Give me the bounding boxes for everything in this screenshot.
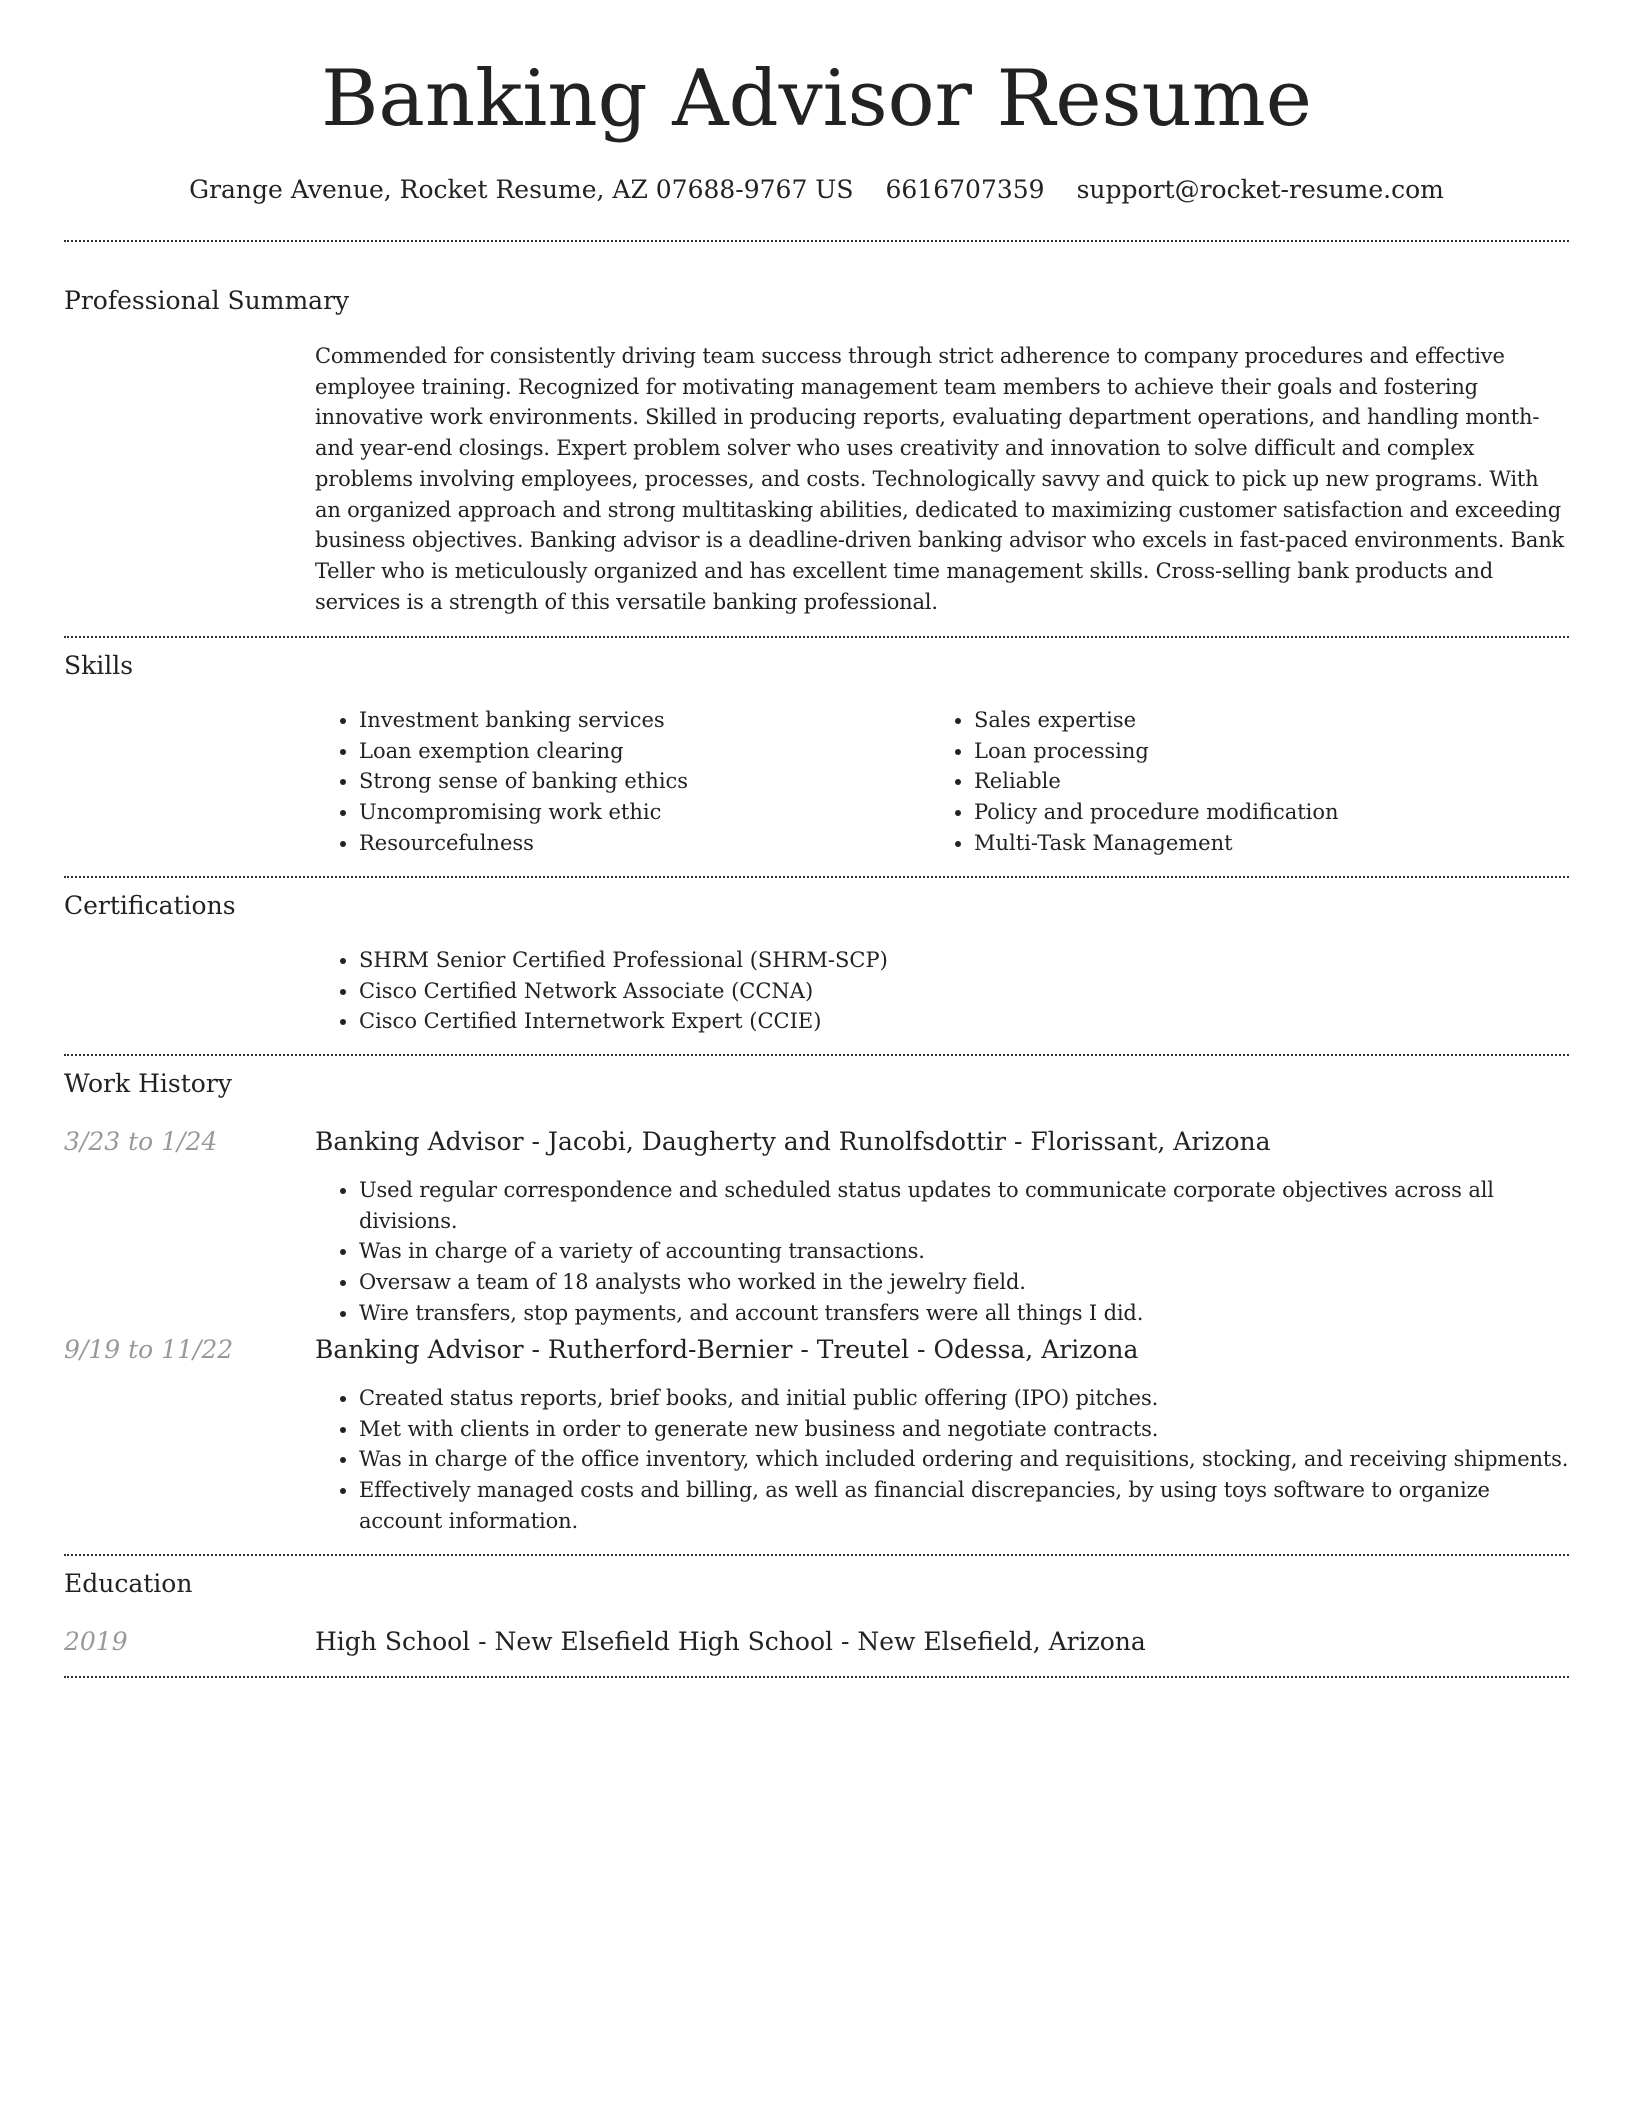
job-title: Banking Advisor - Jacobi, Daugherty and Runolfsdottir - Florissant, Arizona xyxy=(315,1127,1271,1156)
job-duty-item: • Used regular correspondence and scheduled status updates to communicate corporate objectives across all divisions. xyxy=(359,1175,1569,1236)
job-duty-item: • Wire transfers, stop payments, and account transfers were all things I did. xyxy=(359,1298,1569,1329)
job-title: Banking Advisor - Rutherford-Bernier - Treutel - Odessa, Arizona xyxy=(315,1335,1139,1364)
skills-heading: Skills xyxy=(64,651,134,680)
skill-item: • Reliable xyxy=(974,766,1545,797)
resume-title: Banking Advisor Resume xyxy=(321,54,1312,144)
certifications-heading: Certifications xyxy=(64,891,236,920)
job-dates: 3/23 to 1/24 xyxy=(64,1127,218,1156)
job-duty-item: • Met with clients in order to generate new business and negotiate contracts. xyxy=(359,1414,1569,1445)
skill-item: • Investment banking services xyxy=(359,705,930,736)
skill-item: • Multi-Task Management xyxy=(974,828,1545,859)
job-duty-item: • Was in charge of the office inventory, which included ordering and requisitions, stocking, and receiving shipments. xyxy=(359,1444,1569,1475)
contact-email: support@rocket-resume.com xyxy=(1076,175,1444,204)
work-history-heading: Work History xyxy=(64,1069,232,1098)
summary-heading: Professional Summary xyxy=(64,286,350,315)
skill-item: • Policy and procedure modification xyxy=(974,797,1545,828)
section-divider xyxy=(64,1054,1569,1056)
certifications-section xyxy=(315,945,1569,1037)
job-duty-item: • Created status reports, brief books, and initial public offering (IPO) pitches. xyxy=(359,1383,1569,1414)
job-duties xyxy=(315,1383,1569,1537)
summary-section xyxy=(315,341,1569,617)
skill-item: • Uncompromising work ethic xyxy=(359,797,930,828)
job-duties xyxy=(315,1175,1569,1329)
job-dates: 9/19 to 11/22 xyxy=(64,1335,234,1364)
skill-item: • Strong sense of banking ethics xyxy=(359,766,930,797)
contact-line xyxy=(64,168,1569,212)
skill-item: • Loan exemption clearing xyxy=(359,736,930,767)
job-duty-item: • Was in charge of a variety of accounting transactions. xyxy=(359,1236,1569,1267)
certification-item: • SHRM Senior Certified Professional (SHRM-SCP) xyxy=(359,945,1569,976)
education-heading: Education xyxy=(64,1569,193,1598)
section-divider xyxy=(64,240,1569,242)
certification-item: • Cisco Certified Network Associate (CCNA) xyxy=(359,976,1569,1007)
summary-text: Commended for consistently driving team success through strict adherence to company procedures and effective employee training. Recognized for motivating management team members to achieve their goals and fostering innovative work environments. Skilled in producing reports, evaluating department operations, and handling month- and year-end closings. Expert problem solver who uses creativity and innovation to solve difficult and complex problems involving employees, processes, and costs. Technologically savvy and quick to pick up new programs. With an organized approach and strong multitasking abilities, dedicated to maximizing customer satisfaction and exceeding business objectives. Banking advisor is a deadline-driven banking advisor who excels in fast-paced environments. Bank Teller who is meticulously organized and has excellent time management skills. Cross-selling bank products and services is a strength of this versatile banking professional. xyxy=(315,344,1565,614)
education-entry: High School - New Elsefield High School - New Elsefield, Arizona xyxy=(315,1627,1146,1656)
section-divider xyxy=(64,1554,1569,1556)
certification-item: • Cisco Certified Internetwork Expert (CCIE) xyxy=(359,1006,1569,1037)
skills-section xyxy=(315,705,1569,859)
skills-column-left xyxy=(315,705,930,859)
job-duty-item: • Oversaw a team of 18 analysts who worked in the jewelry field. xyxy=(359,1267,1569,1298)
skill-item: • Resourcefulness xyxy=(359,828,930,859)
skills-column-right xyxy=(930,705,1545,859)
skill-item: • Loan processing xyxy=(974,736,1545,767)
contact-phone: 6616707359 xyxy=(885,175,1045,204)
section-divider xyxy=(64,1676,1569,1678)
education-year: 2019 xyxy=(64,1627,128,1656)
contact-address: Grange Avenue, Rocket Resume, AZ 07688-9767 US xyxy=(189,175,854,204)
section-divider xyxy=(64,636,1569,638)
job-duty-item: • Effectively managed costs and billing, as well as financial discrepancies, by using toys software to organize account information. xyxy=(359,1475,1569,1536)
skill-item: • Sales expertise xyxy=(974,705,1545,736)
section-divider xyxy=(64,876,1569,878)
